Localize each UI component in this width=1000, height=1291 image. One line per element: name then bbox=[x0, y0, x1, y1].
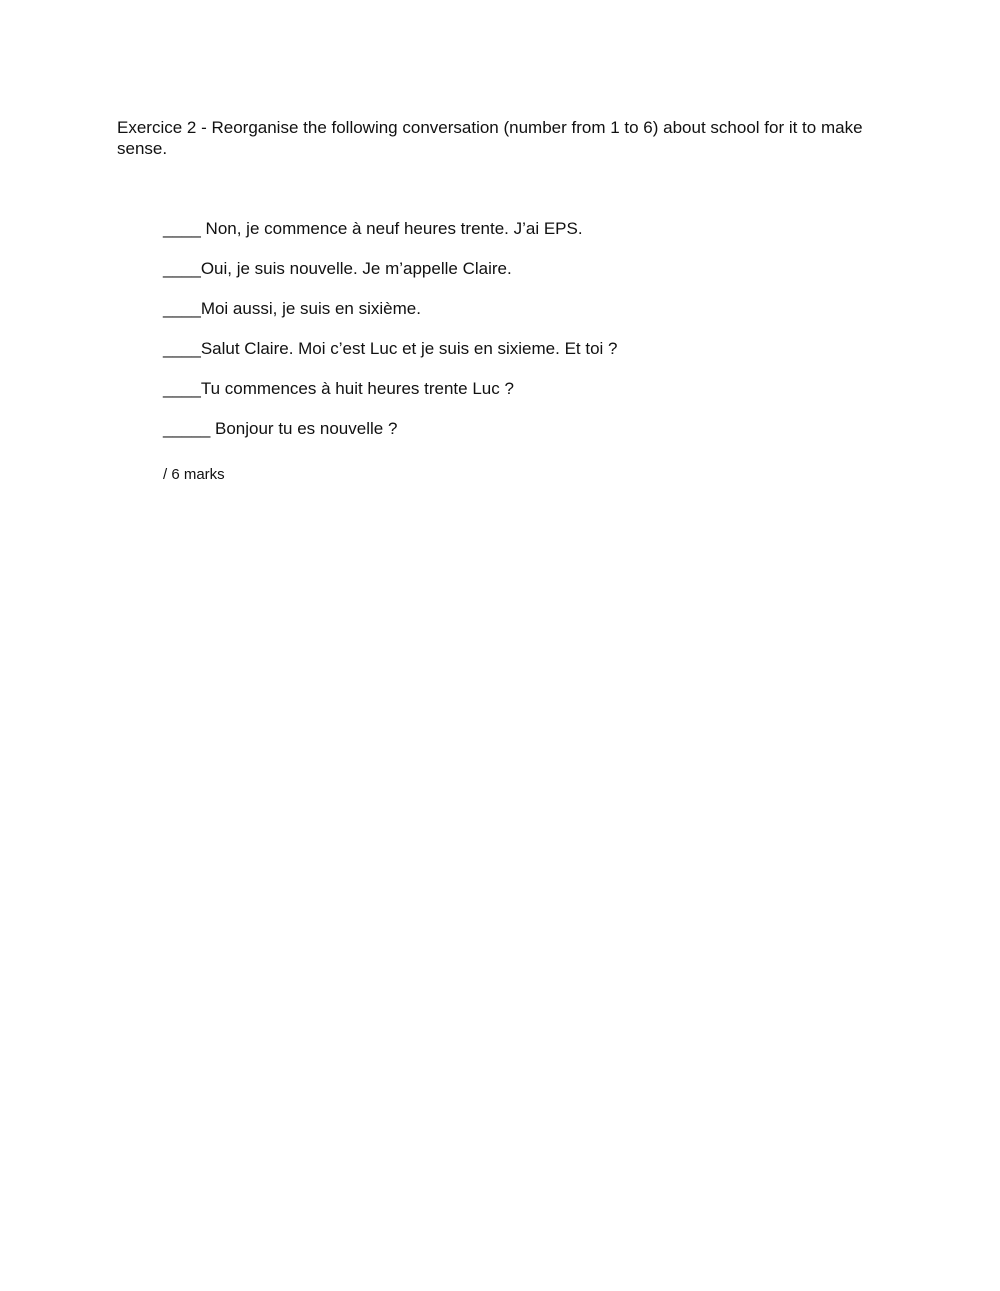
conversation-line: ____Salut Claire. Moi c’est Luc et je suis en sixieme. Et toi ? bbox=[163, 339, 618, 358]
conversation-line: ____Tu commences à huit heures trente Luc ? bbox=[163, 379, 514, 398]
conversation-list bbox=[163, 218, 618, 462]
conversation-line: ____ Non, je commence à neuf heures trente. J’ai EPS. bbox=[163, 219, 583, 238]
marks-total: / 6 marks bbox=[163, 466, 225, 483]
conversation-line: _____ Bonjour tu es nouvelle ? bbox=[163, 419, 398, 438]
exercise-instructions: Exercice 2 - Reorganise the following conversation (number from 1 to 6) about school for it to make sense. bbox=[117, 118, 863, 158]
conversation-line: ____Oui, je suis nouvelle. Je m’appelle Claire. bbox=[163, 259, 512, 278]
conversation-line: ____Moi aussi, je suis en sixième. bbox=[163, 299, 421, 318]
